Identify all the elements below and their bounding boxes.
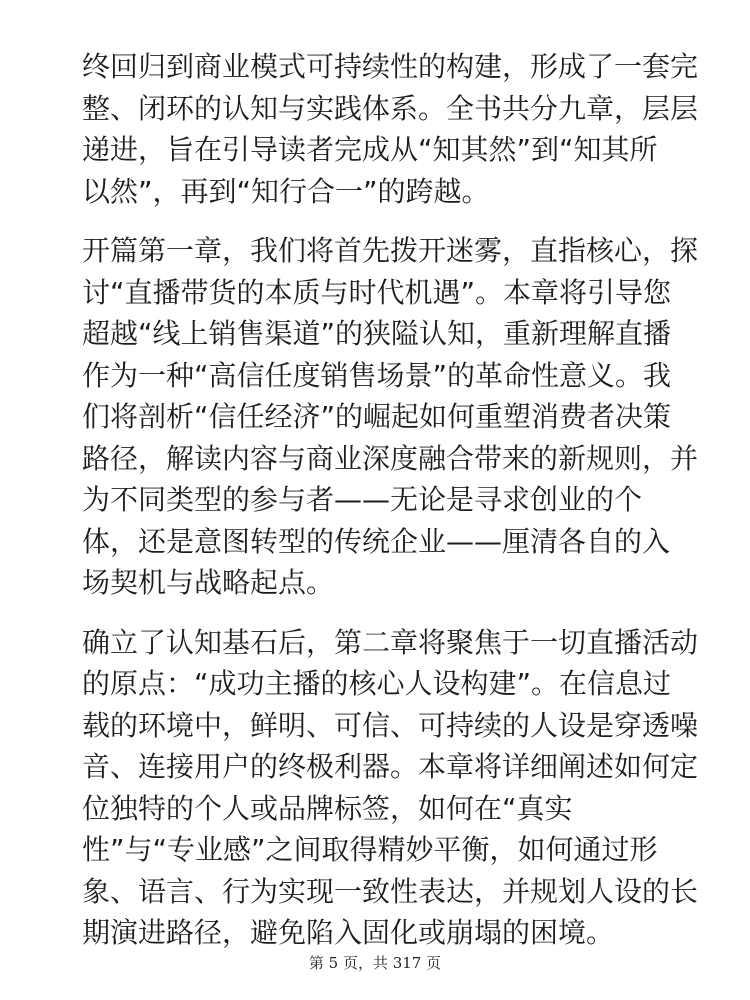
text-line: 超越“线上销售渠道”的狭隘认知，重新理解直播 [82, 317, 672, 350]
text-line: 场契机与战略起点。 [82, 566, 335, 599]
page-number-footer: 第 5 页，共 317 页 [308, 954, 442, 972]
text-line: 终回归到商业模式可持续性的构建，形成了一套完 [82, 50, 699, 83]
text-line: 路径，解读内容与商业深度融合带来的新规则，并 [82, 441, 699, 475]
text-line: 作为一种“高信任度销售场景”的革命性意义。我 [82, 358, 672, 392]
text-line: 象、语言、行为实现一致性表达，并规划人设的长 [82, 874, 699, 908]
text-line: 体，还是意图转型的传统企业——厘清各自的入 [82, 524, 671, 558]
text-line: 开篇第一章，我们将首先拨开迷雾，直指核心，探 [82, 234, 699, 267]
paragraph-1 [82, 46, 699, 212]
text-line: 递进，旨在引导读者完成从“知其然”到“知其所 [82, 133, 658, 166]
text-line: 们将剖析“信任经济”的崛起如何重塑消费者决策 [82, 400, 672, 433]
text-line: 的原点：“成功主播的核心人设构建”。在信息过 [82, 667, 672, 700]
paragraph-3 [82, 622, 699, 954]
text-line: 期演进路径，避免陷入固化或崩塌的困境。 [82, 916, 615, 949]
text-line: 以然”，再到“知行合一”的跨越。 [82, 174, 490, 208]
text-line: 确立了认知基石后，第二章将聚焦于一切直播活动 [82, 625, 699, 659]
text-line: 讨“直播带货的本质与时代机遇”。本章将引导您 [82, 275, 672, 309]
text-line: 载的环境中，鲜明、可信、可持续的人设是穿透噪 [82, 708, 699, 742]
text-line: 音、连接用户的终极利器。本章将详细阐述如何定 [82, 750, 699, 783]
body-text [82, 46, 699, 972]
paragraph-2 [82, 230, 699, 604]
text-line: 位独特的个人或品牌标签，如何在“真实 [82, 791, 573, 825]
text-line: 为不同类型的参与者——无论是寻求创业的个 [82, 483, 643, 516]
text-line: 性”与“专业感”之间取得精妙平衡，如何通过形 [82, 833, 658, 866]
text-line: 整、闭环的认知与实践体系。全书共分九章，层层 [82, 91, 699, 125]
